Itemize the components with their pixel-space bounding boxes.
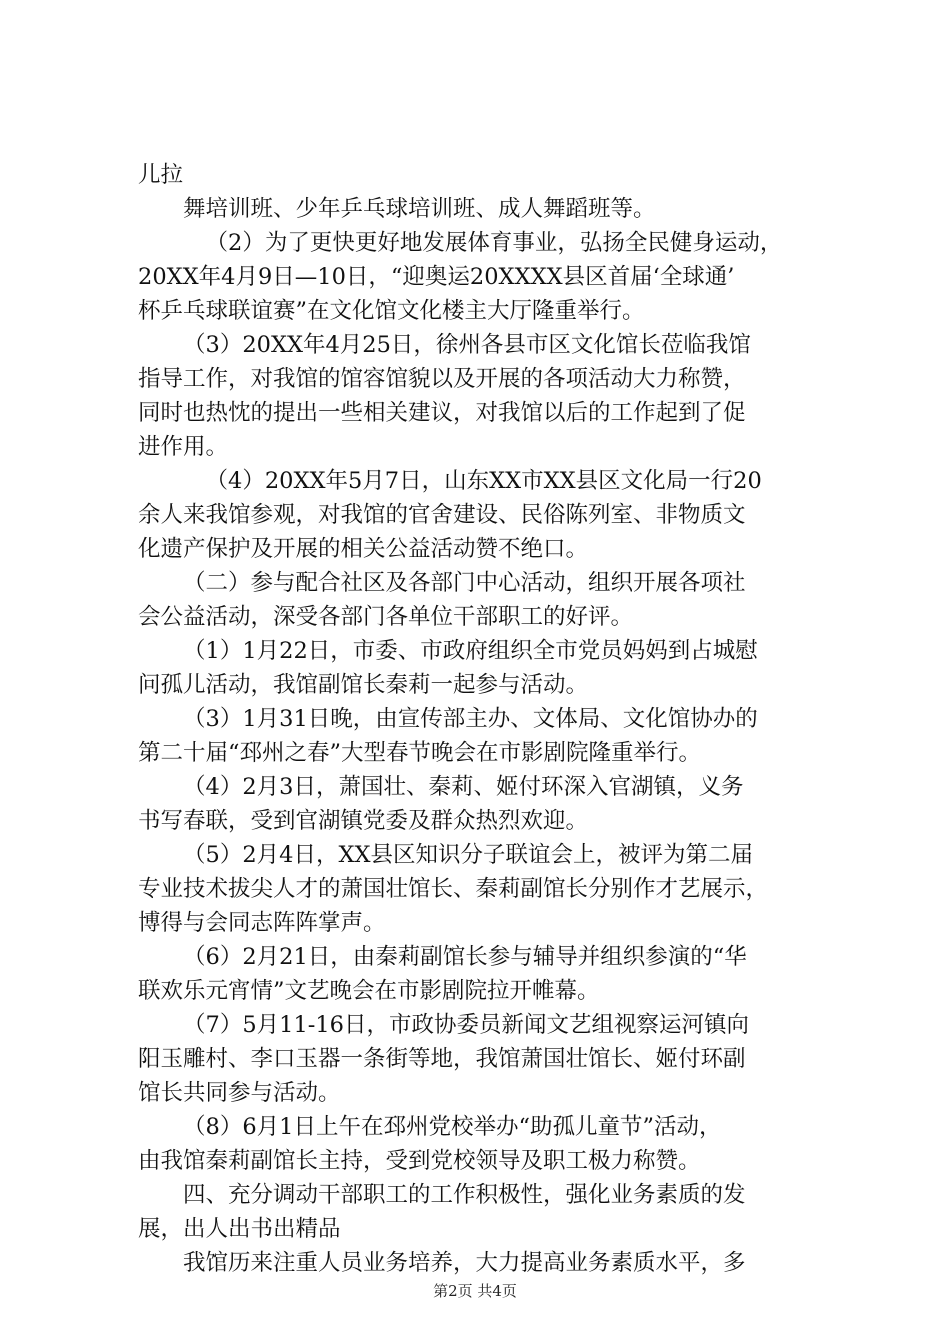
- text-line: （4）20XX年5月7日，山东XX市XX县区文化局一行20: [205, 468, 762, 494]
- text-line: （3）20XX年4月25日，徐州各县市区文化馆长莅临我馆: [183, 332, 751, 358]
- text-line: 专业技术拔尖人才的萧国壮馆长、秦莉副馆长分别作才艺展示，: [138, 876, 769, 902]
- text-line: （5）2月4日，XX县区知识分子联谊会上，被评为第二届: [183, 842, 753, 868]
- text-line: 化遗产保护及开展的相关公益活动赞不绝口。: [138, 536, 589, 562]
- text-line: 书写春联，受到官湖镇党委及群众热烈欢迎。: [138, 808, 589, 834]
- text-line: 四、充分调动干部职工的工作积极性，强化业务素质的发: [183, 1182, 746, 1208]
- text-line: （8）6月1日上午在邳州党校举办“助孤儿童节”活动，: [183, 1114, 722, 1140]
- document-body: [138, 158, 828, 1280]
- text-line: （1）1月22日，市委、市政府组织全市党员妈妈到占城慰: [183, 638, 758, 664]
- text-line: 指导工作，对我馆的馆容馆貌以及开展的各项活动大力称赞，: [138, 366, 746, 392]
- text-line: 杯乒乓球联谊赛”在文化馆文化楼主大厅隆重举行。: [138, 298, 645, 324]
- text-line: 展，出人出书出精品: [138, 1216, 341, 1242]
- text-line: （4）2月3日，萧国壮、秦莉、姬付环深入官湖镇，义务: [183, 774, 744, 800]
- text-line: 馆长共同参与活动。: [138, 1080, 341, 1106]
- text-line: 进作用。: [138, 434, 229, 460]
- text-line: 第二十届“邳州之春”大型春节晚会在市影剧院隆重举行。: [138, 740, 702, 766]
- text-line: 余人来我馆参观，对我馆的官舍建设、民俗陈列室、非物质文: [138, 502, 746, 528]
- text-line: 由我馆秦莉副馆长主持，受到党校领导及职工极力称赞。: [138, 1148, 701, 1174]
- text-line: 儿拉: [138, 162, 184, 188]
- text-line: 问孤儿活动，我馆副馆长秦莉一起参与活动。: [138, 672, 589, 698]
- text-line: 20XX年4月9日—10日，“迎奥运20XXXX县区首届‘全球通’: [138, 264, 735, 290]
- text-line: 联欢乐元宵情”文艺晚会在市影剧院拉开帷幕。: [138, 978, 600, 1004]
- text-line: （7）5月11-16日，市政协委员新闻文艺组视察运河镇向: [183, 1012, 749, 1038]
- text-line: （二）参与配合社区及各部门中心活动，组织开展各项社: [183, 570, 746, 596]
- text-line: 同时也热忱的提出一些相关建议，对我馆以后的工作起到了促: [138, 400, 746, 426]
- page-footer: 第2页 共4页: [433, 1282, 517, 1300]
- text-line: 我馆历来注重人员业务培养，大力提高业务素质水平，多: [183, 1250, 746, 1276]
- text-line: 会公益活动，深受各部门各单位干部职工的好评。: [138, 604, 634, 630]
- text-line: 舞培训班、少年乒乓球培训班、成人舞蹈班等。: [183, 196, 656, 222]
- text-line: （6）2月21日，由秦莉副馆长参与辅导并组织参演的“华: [183, 944, 747, 970]
- text-line: （3）1月31日晚，由宣传部主办、文体局、文化馆协办的: [183, 706, 758, 732]
- text-line: （2）为了更快更好地发展体育事业，弘扬全民健身运动，: [205, 230, 783, 256]
- text-line: 博得与会同志阵阵掌声。: [138, 910, 386, 936]
- text-line: 阳玉雕村、李口玉器一条街等地，我馆萧国壮馆长、姬付环副: [138, 1046, 746, 1072]
